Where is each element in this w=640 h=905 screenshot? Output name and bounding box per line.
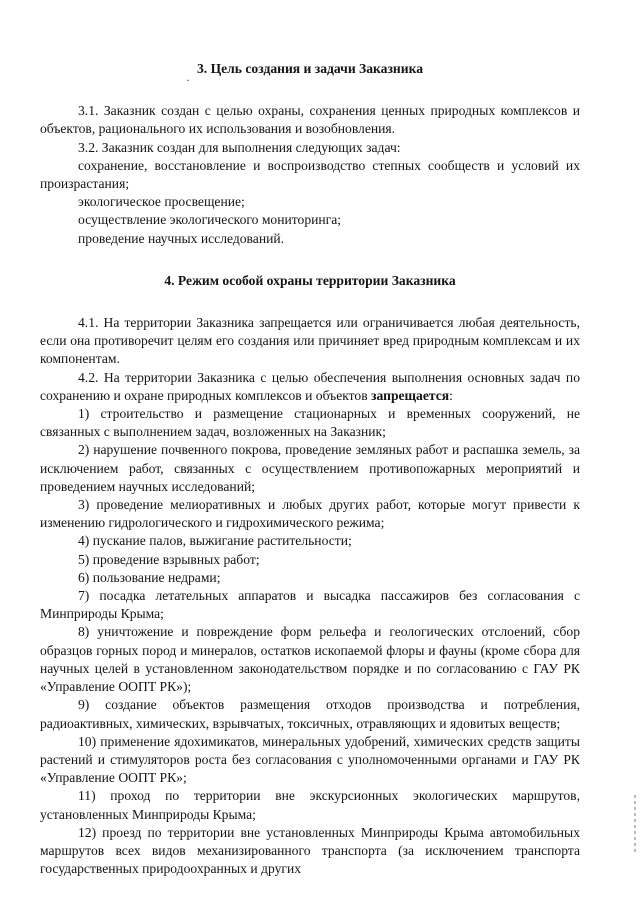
prohibition-item: 10) применение ядохимикатов, минеральных удобрений, химических средств защиты растений и стимуляторов роста без согласования с уполномоченными органами и ГАУ РК «Управление ООПТ РК»; [40,733,580,786]
prohibition-item: 4) пускание палов, выжигание растительности; [78,533,352,549]
scan-edge-artifact [634,795,636,855]
task-item: проведение научных исследований. [78,230,285,246]
prohibited-keyword: запрещается [371,387,450,403]
section-4-heading: 4. Режим особой охраны территории Заказника [164,272,456,288]
prohibition-item: 11) проход по территории вне экскурсионных экологических маршрутов, установленных Минприроды Крыма; [40,788,580,822]
prohibition-item: 2) нарушение почвенного покрова, проведение земляных работ и распашка земель, за исключением работ, связанных с осуществлением противопожарных мероприятий и проведением научных исследований; [40,442,580,494]
prohibition-item: 3) проведение мелиоративных и любых других работ, которые могут привести к изменению гидрологического и гидрохимического режима; [40,497,580,531]
task-item: экологическое просвещение; [78,194,245,210]
task-item: осуществление экологического мониторинга; [78,212,342,228]
section-3-heading: 3. Цель создания и задачи Заказника [196,61,423,76]
paragraph-4-2-colon: : [449,387,453,403]
document-body [40,60,580,878]
paragraph-4-2-text: 4.2. На территории Заказника с целью обеспечения выполнения основных задач по сохранению и охране природных комплексов и объектов [40,369,580,403]
scan-speck: · [186,73,190,87]
prohibition-item: 5) проведение взрывных работ; [78,551,260,567]
paragraph-4-2 [40,369,580,405]
prohibition-item: 1) строительство и размещение стационарных и временных сооружений, не связанных с выполнением задач, возложенных на Заказник; [40,406,580,440]
paragraph-3-1: 3.1. Заказник создан с целью охраны, сохранения ценных природных комплексов и объектов, рационального их использования и возобновления. [40,103,580,137]
prohibition-item: 6) пользование недрами; [78,569,221,585]
prohibition-item: 7) посадка летательных аппаратов и высадка пассажиров без согласования с Минприроды Крыма; [40,588,580,622]
prohibition-item: 12) проезд по территории вне установленных Минприроды Крыма автомобильных маршрутов всех видов механизированного транспорта (за исключением транспорта государственных природоохранных и других [40,824,580,877]
task-item: сохранение, восстановление и воспроизводство степных сообществ и условий их произрастания; [40,157,580,192]
paragraph-3-2: 3.2. Заказник создан для выполнения следующих задач: [78,139,401,155]
prohibition-item: 9) создание объектов размещения отходов производства и потребления, радиоактивных, химических, взрывчатых, токсичных, отравляющих и ядовитых веществ; [40,697,580,731]
prohibition-item: 8) уничтожение и повреждение форм рельефа и геологических отслоений, сбор образцов горных пород и минералов, остатков ископаемой флоры и фауны (кроме сбора для научных целей в установленном законодательством порядке и по согласованию с ГАУ РК «Управление ООПТ РК»); [40,624,580,695]
paragraph-4-1: 4.1. На территории Заказника запрещается или ограничивается любая деятельность, если она противоречит целям его создания или причиняет вред природным комплексам и их компонентам. [40,315,580,367]
